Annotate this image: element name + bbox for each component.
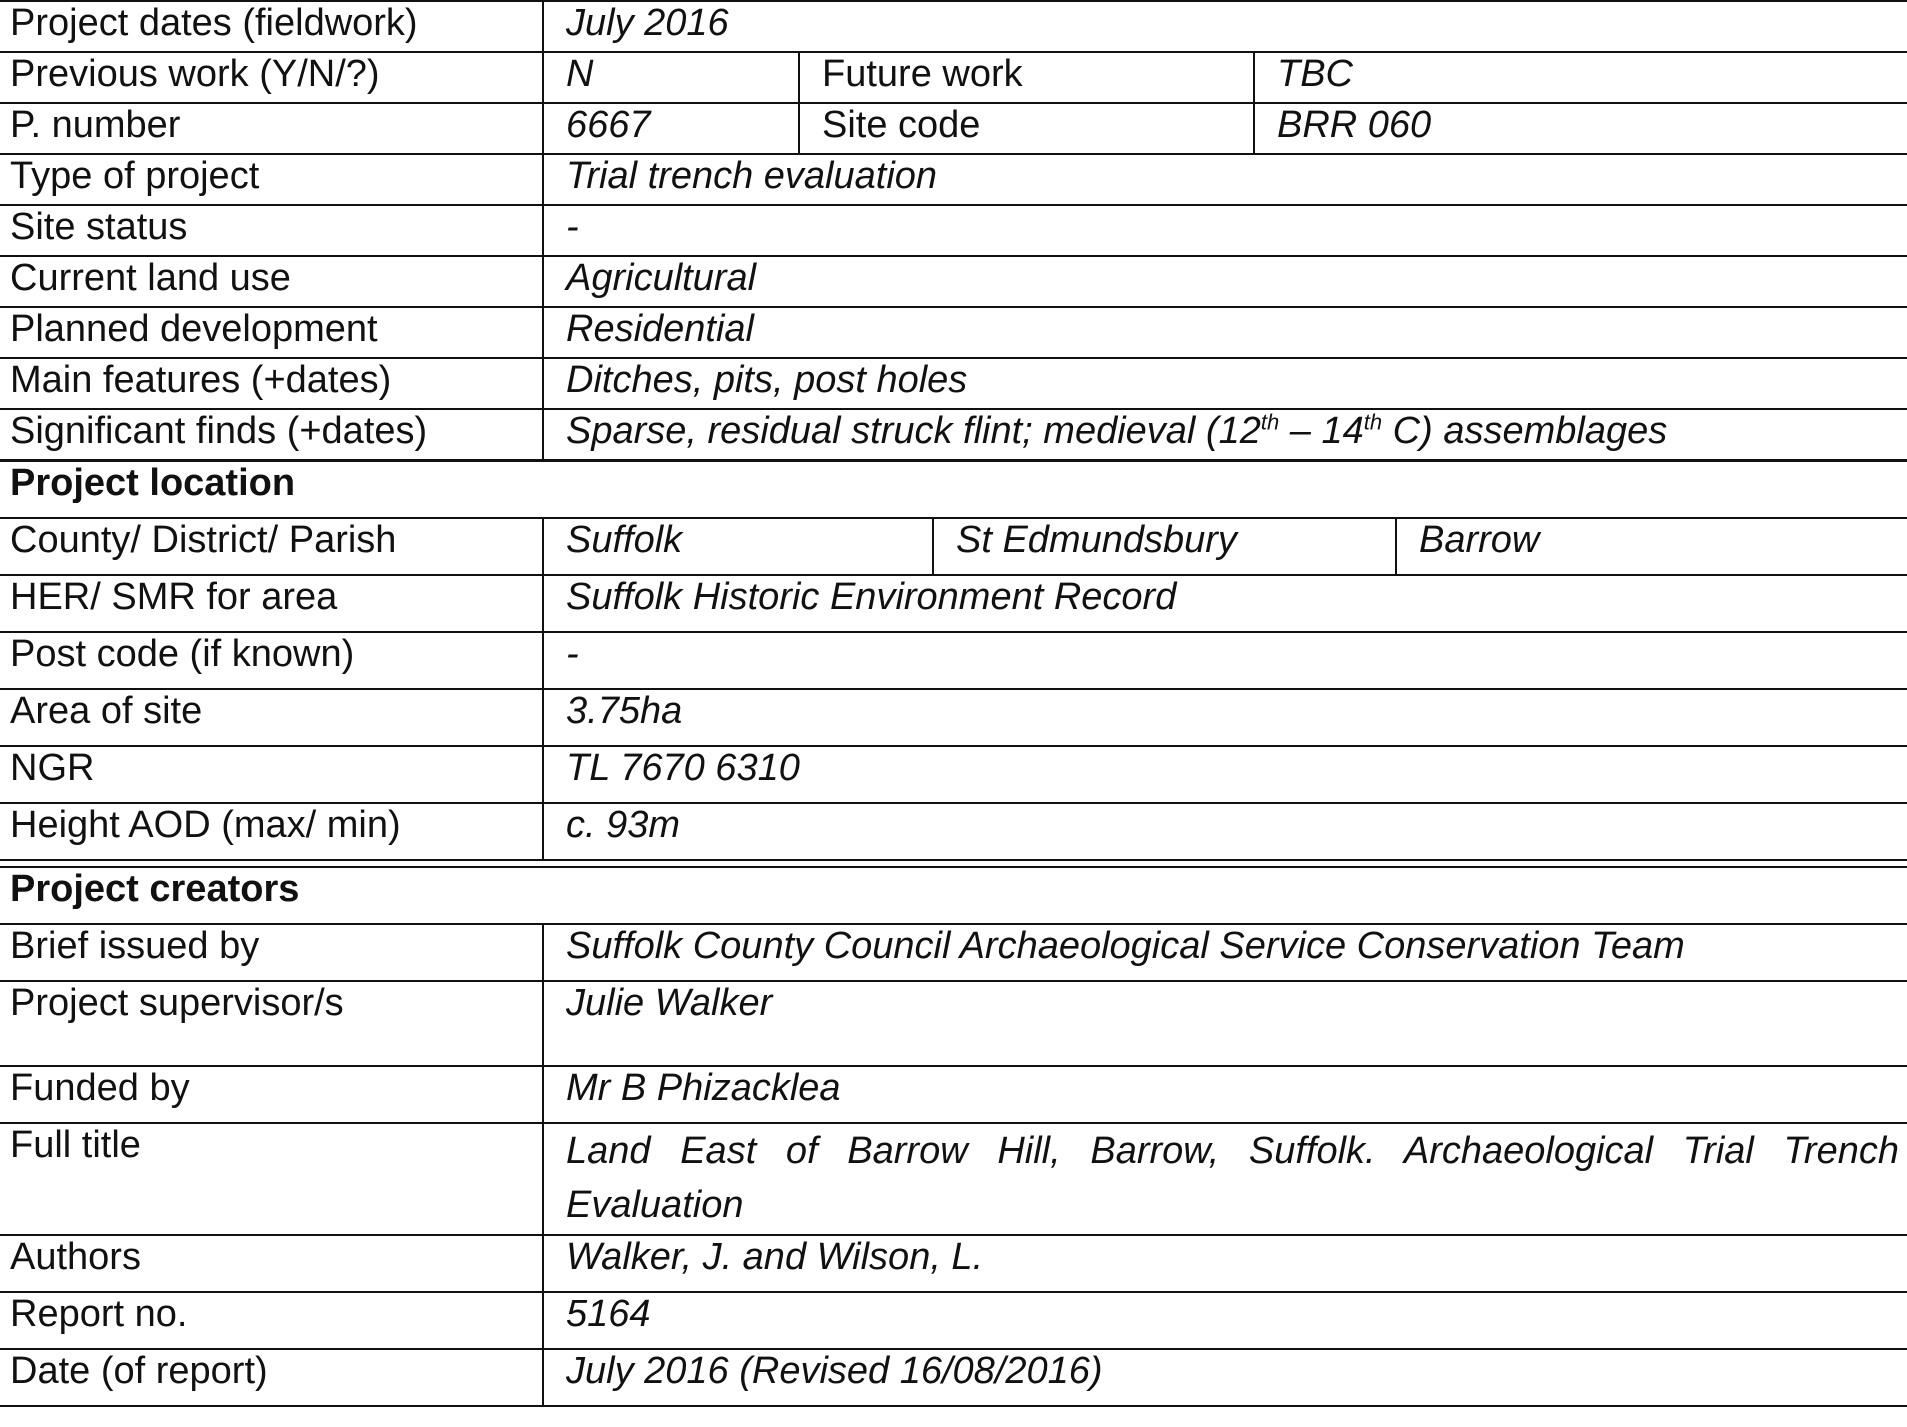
table-row [0, 981, 1907, 1066]
row-label: Current land use [0, 256, 543, 307]
row-label: Planned development [0, 307, 543, 358]
row-value: 6667 [543, 103, 799, 154]
table-row [0, 205, 1907, 256]
section-heading-row [0, 461, 1907, 518]
table-row [0, 689, 1907, 746]
table-row [0, 1235, 1907, 1292]
table-row [0, 1, 1907, 52]
row-label: NGR [0, 746, 543, 803]
table-row [0, 154, 1907, 205]
row-value: BRR 060 [1254, 103, 1907, 154]
row-label: Report no. [0, 1292, 543, 1349]
table-row [0, 1123, 1907, 1235]
row-value: c. 93m [543, 803, 1907, 860]
row-value: Julie Walker [543, 981, 1907, 1066]
row-label: Main features (+dates) [0, 358, 543, 409]
row-label: Area of site [0, 689, 543, 746]
section-heading-creators: Project creators [0, 867, 1907, 924]
table-row [0, 103, 1907, 154]
finds-text-3: C) assemblages [1382, 410, 1668, 452]
table-row [0, 632, 1907, 689]
row-label: Previous work (Y/N/?) [0, 52, 543, 103]
table-row [0, 1292, 1907, 1349]
row-value: - [543, 205, 1907, 256]
table-row [0, 52, 1907, 103]
table-row [0, 1066, 1907, 1123]
row-label: Significant finds (+dates) [0, 409, 543, 460]
project-details-table [0, 0, 1907, 461]
table-row [0, 518, 1907, 575]
row-value: Land East of Barrow Hill, Barrow, Suffolk. Archaeological Trial Trench Evaluation [543, 1123, 1907, 1235]
row-label: Site status [0, 205, 543, 256]
row-value: Ditches, pits, post holes [543, 358, 1907, 409]
section-heading-row [0, 867, 1907, 924]
row-label: Project supervisor/s [0, 981, 543, 1066]
row-value: - [543, 632, 1907, 689]
row-value: Trial trench evaluation [543, 154, 1907, 205]
project-creators-table [0, 866, 1907, 1407]
row-label: Post code (if known) [0, 632, 543, 689]
parish-value: Barrow [1396, 518, 1907, 575]
row-label: P. number [0, 103, 543, 154]
table-row [0, 409, 1907, 460]
row-value: N [543, 52, 799, 103]
row-value: Agricultural [543, 256, 1907, 307]
row-value: 3.75ha [543, 689, 1907, 746]
row-label: Future work [799, 52, 1254, 103]
table-row [0, 746, 1907, 803]
row-label: County/ District/ Parish [0, 518, 543, 575]
row-value [543, 409, 1907, 460]
row-value: Residential [543, 307, 1907, 358]
table-row [0, 803, 1907, 860]
row-label: Height AOD (max/ min) [0, 803, 543, 860]
row-value: Suffolk County Council Archaeological Service Conservation Team [543, 924, 1907, 981]
table-row [0, 1349, 1907, 1406]
row-label: Full title [0, 1123, 543, 1235]
row-value: TL 7670 6310 [543, 746, 1907, 803]
finds-text-2: – 14 [1279, 410, 1364, 452]
row-value: Suffolk Historic Environment Record [543, 575, 1907, 632]
project-location-table [0, 460, 1907, 861]
row-label: Site code [799, 103, 1254, 154]
row-value: July 2016 (Revised 16/08/2016) [543, 1349, 1907, 1406]
row-label: Project dates (fieldwork) [0, 1, 543, 52]
table-row [0, 575, 1907, 632]
table-row [0, 307, 1907, 358]
row-label: Type of project [0, 154, 543, 205]
finds-sup-2: th [1363, 409, 1383, 435]
row-value: Mr B Phizacklea [543, 1066, 1907, 1123]
row-label: Authors [0, 1235, 543, 1292]
row-value: TBC [1254, 52, 1907, 103]
district-value: St Edmundsbury [933, 518, 1396, 575]
row-value: Walker, J. and Wilson, L. [543, 1235, 1907, 1292]
finds-text-1: Sparse, residual struck flint; medieval (12 [566, 410, 1261, 452]
finds-sup-1: th [1260, 409, 1280, 435]
table-row [0, 924, 1907, 981]
row-label: Brief issued by [0, 924, 543, 981]
table-row [0, 358, 1907, 409]
row-label: Funded by [0, 1066, 543, 1123]
county-value: Suffolk [543, 518, 933, 575]
row-label: HER/ SMR for area [0, 575, 543, 632]
row-label: Date (of report) [0, 1349, 543, 1406]
row-value: 5164 [543, 1292, 1907, 1349]
table-row [0, 256, 1907, 307]
section-heading-location: Project location [0, 461, 1907, 518]
row-value: July 2016 [543, 1, 1907, 52]
